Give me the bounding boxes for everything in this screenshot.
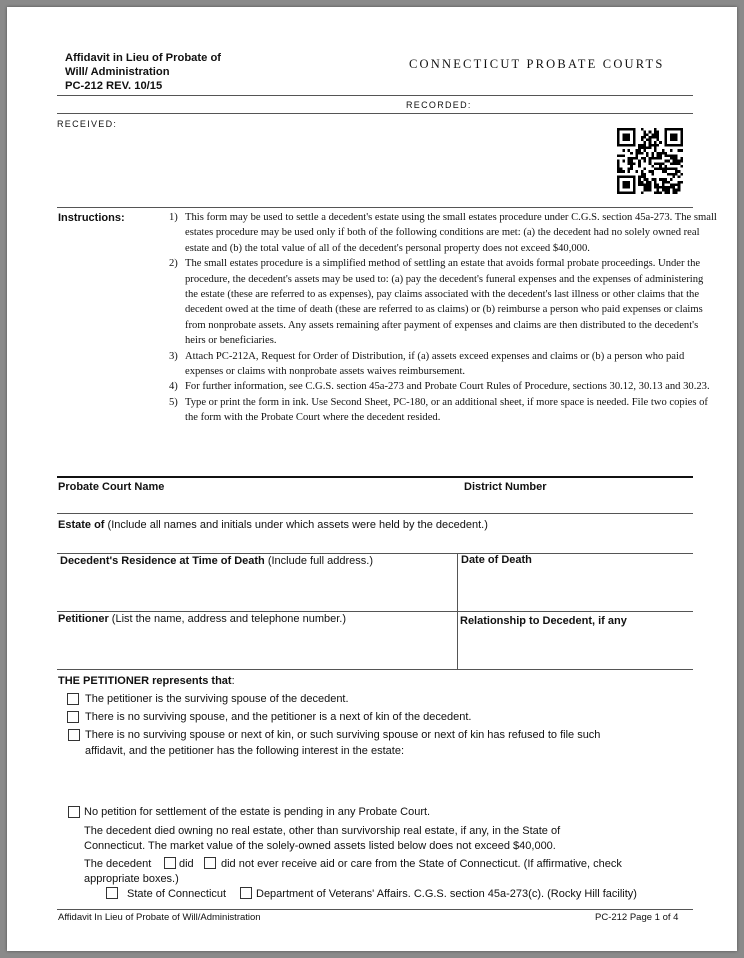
estate-of-label: Estate of (Include all names and initials under which assets were held by the decedent.)	[58, 519, 488, 531]
instruction-number: 5)	[169, 396, 178, 408]
form-number: PC-212 REV. 10/15	[65, 80, 163, 92]
instruction-text: Type or print the form in ink. Use Second Sheet, PC-180, or an additional sheet, if more space is needed. File two copies of the form with the Probate Court where the decedent resided.	[185, 396, 708, 424]
residence-label: Decedent's Residence at Time of Death (Include full address.)	[60, 555, 373, 567]
form-page	[7, 7, 737, 951]
instruction-text: Attach PC-212A, Request for Order of Distribution, if (a) assets exceed expenses and claims or (b) a person who paid expenses or claims with nonprobate assets waives reimbursement.	[185, 350, 685, 378]
date-of-death-field[interactable]	[461, 569, 691, 609]
header-divider	[57, 95, 693, 96]
estate-divider	[57, 553, 693, 554]
form-title	[65, 51, 221, 93]
petitioner-field[interactable]	[58, 629, 454, 667]
court-divider	[57, 513, 693, 514]
instruction-item	[169, 210, 717, 256]
instructions-label: Instructions:	[58, 212, 125, 224]
instruction-text: For further information, see C.G.S. section 45a-273 and Probate Court Rules of Procedure, sections 30.12, 30.13 and 30.23.	[185, 381, 710, 393]
veterans-affairs-checkbox[interactable]	[240, 887, 252, 899]
instruction-item	[169, 395, 717, 426]
relationship-field[interactable]	[460, 631, 690, 667]
district-number-field[interactable]	[464, 495, 692, 513]
instruction-number: 4)	[169, 381, 178, 393]
rocky-hill-label: (Rocky Hill facility)	[547, 888, 637, 900]
residence-divider	[57, 611, 693, 612]
instruction-number: 1)	[169, 212, 178, 223]
estate-of-field[interactable]	[58, 534, 692, 552]
petitioner-label: Petitioner (List the name, address and telephone number.)	[58, 613, 346, 625]
next-of-kin-label: There is no surviving spouse, and the petitioner is a next of kin of the decedent.	[85, 711, 472, 723]
recorded-divider	[57, 113, 693, 114]
real-estate-line2: Connecticut. The market value of the solely-owned assets listed below does not exceed $40,000.	[84, 840, 556, 852]
footer-divider	[57, 909, 693, 910]
court-name: CONNECTICUT PROBATE COURTS	[409, 57, 665, 71]
recorded-label: RECORDED:	[406, 100, 472, 110]
footer-right: PC-212 Page 1 of 4	[595, 912, 679, 923]
other-interest-checkbox[interactable]	[68, 729, 80, 741]
instruction-item	[169, 379, 717, 394]
surviving-spouse-label: The petitioner is the surviving spouse of the decedent.	[85, 693, 349, 705]
petitioner-vertical-divider	[457, 611, 458, 669]
next-of-kin-checkbox[interactable]	[67, 711, 79, 723]
did-not-checkbox[interactable]	[204, 857, 216, 869]
residence-field[interactable]	[60, 571, 454, 609]
instructions-top-divider	[57, 207, 693, 208]
surviving-spouse-checkbox[interactable]	[67, 693, 79, 705]
residence-vertical-divider	[457, 553, 458, 611]
instruction-item	[169, 349, 717, 380]
other-interest-label-line1: There is no surviving spouse or next of kin, or such surviving spouse or next of kin has refused to file such	[85, 729, 601, 741]
state-of-connecticut-checkbox[interactable]	[106, 887, 118, 899]
relationship-label: Relationship to Decedent, if any	[460, 615, 627, 627]
other-interest-label-line2: affidavit, and the petitioner has the following interest in the estate:	[85, 745, 404, 757]
date-of-death-label: Date of Death	[461, 554, 532, 566]
no-petition-label: No petition for settlement of the estate is pending in any Probate Court.	[84, 806, 431, 818]
probate-court-name-label: Probate Court Name	[58, 481, 165, 493]
no-petition-checkbox[interactable]	[68, 806, 80, 818]
instructions-list	[169, 210, 717, 426]
did-not-label: did not ever receive aid or care from the State of Connecticut. (If affirmative, check	[221, 858, 622, 870]
footer-left: Affidavit In Lieu of Probate of Will/Administration	[58, 912, 261, 923]
instruction-number: 2)	[169, 258, 178, 270]
instruction-text: This form may be used to settle a decedent's estate using the small estates procedure under C.G.S. section 45a-273. The small estates procedure may be used only if both of the following conditions are met: (a) the decedent had no solely owned real estate and (b) the total value of all of the decedent's personal property does not exceed $40,000.	[185, 212, 717, 254]
instructions-bottom-divider	[57, 476, 693, 478]
instruction-text: The small estates procedure is a simplified method of settling an estate that avoids formal probate proceedings. Under the procedure, the decedent's assets may be used to: (a) pay the decedent's funeral expenses and the expenses of administering the estate (these are referred to as expenses), pay claims associated with the decedent's last illness or other claims that the decedent owed at the time of death (these are referred to as claims) or (b) reimburse a person who paid expenses or claims from nonprobate assets. Any assets remaining after payment of expenses and claims are then distributed to the decedent's heirs or beneficiaries.	[185, 258, 704, 347]
state-of-connecticut-label: State of Connecticut	[127, 888, 227, 900]
form-title-line2: Will/ Administration	[65, 66, 170, 78]
petitioner-divider	[57, 669, 693, 670]
instruction-item	[169, 256, 717, 348]
did-label: did	[179, 858, 194, 870]
instruction-number: 3)	[169, 350, 178, 362]
district-number-label: District Number	[464, 481, 547, 493]
did-checkbox[interactable]	[164, 857, 176, 869]
qr-code-icon	[617, 128, 683, 194]
interest-in-estate-field[interactable]	[85, 762, 685, 800]
appropriate-boxes-label: appropriate boxes.)	[84, 873, 179, 885]
represents-heading: THE PETITIONER represents that:	[58, 675, 235, 687]
received-label: RECEIVED:	[57, 119, 118, 129]
real-estate-line1: The decedent died owning no real estate, other than survivorship real estate, if any, in the State of	[84, 825, 561, 837]
decedent-prefix: The decedent	[84, 858, 152, 870]
probate-court-name-field[interactable]	[58, 495, 458, 513]
veterans-affairs-label: Department of Veterans' Affairs. C.G.S. section 45a-273(c). (Rocky Hill facility)	[256, 888, 637, 900]
form-title-line1: Affidavit in Lieu of Probate of	[65, 52, 222, 64]
